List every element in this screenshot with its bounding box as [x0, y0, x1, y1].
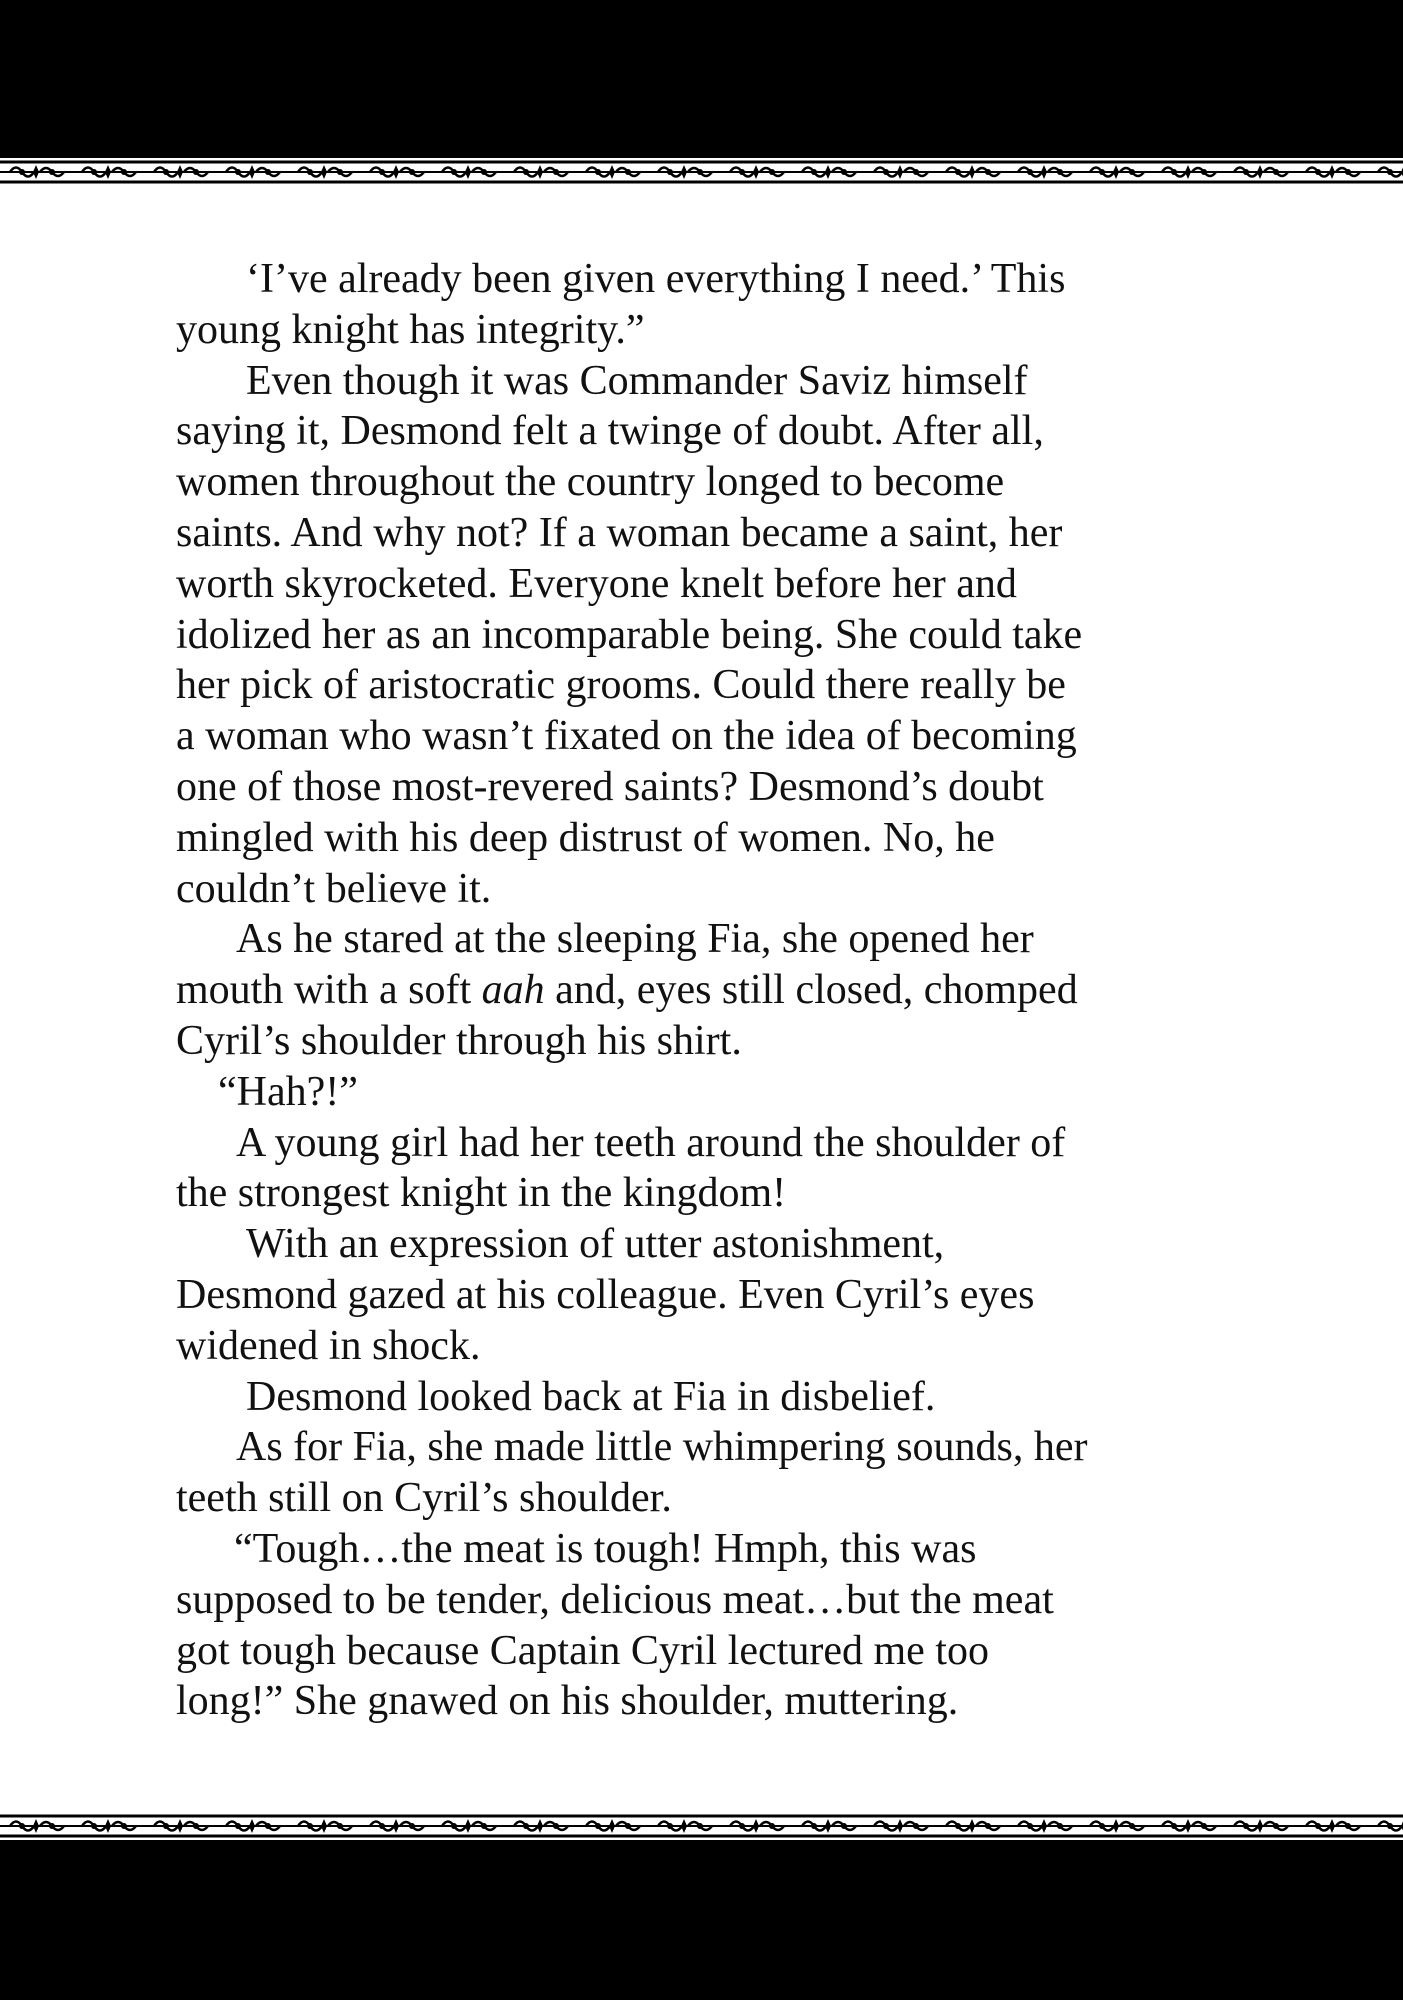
- text-line: Desmond looked back at Fia in disbelief.: [246, 1373, 936, 1420]
- text-line: the strongest knight in the kingdom!: [176, 1170, 787, 1217]
- text-line: As for Fia, she made little whimpering sounds, her: [236, 1424, 1088, 1471]
- text-line: “Hah?!”: [218, 1068, 358, 1115]
- text-line: got tough because Captain Cyril lectured me too: [176, 1627, 989, 1674]
- text-line-with-italic: [176, 965, 1226, 1016]
- top-black-band: [0, 0, 1403, 172]
- text-line: widened in shock.: [176, 1322, 481, 1369]
- text-line: saints. And why not? If a woman became a saint, her: [176, 509, 1063, 556]
- text-segment: and, eyes still closed, chomped: [544, 967, 1078, 1014]
- text-line: young knight has integrity.”: [176, 306, 645, 353]
- text-line: long!” She gnawed on his shoulder, muttering.: [176, 1678, 959, 1725]
- page-text: [176, 254, 1226, 1727]
- top-ornamental-border: [0, 158, 1403, 186]
- text-line: Desmond gazed at his colleague. Even Cyril’s eyes: [176, 1271, 1035, 1318]
- text-line: worth skyrocketed. Everyone knelt before her and: [176, 560, 1017, 607]
- bottom-black-band: [0, 1826, 1403, 2000]
- text-line: saying it, Desmond felt a twinge of doubt. After all,: [176, 408, 1044, 455]
- text-line: A young girl had her teeth around the shoulder of: [236, 1119, 1066, 1166]
- text-line: couldn’t believe it.: [176, 865, 492, 912]
- bottom-ornamental-border: [0, 1812, 1403, 1840]
- text-line: idolized her as an incomparable being. She could take: [176, 611, 1083, 658]
- text-line: women throughout the country longed to become: [176, 459, 1005, 506]
- text-line: a woman who wasn’t fixated on the idea of becoming: [176, 713, 1077, 760]
- text-line: With an expression of utter astonishment,: [246, 1221, 945, 1268]
- text-line: Cyril’s shoulder through his shirt.: [176, 1017, 742, 1064]
- text-line: mingled with his deep distrust of women. No, he: [176, 814, 995, 861]
- text-line: “Tough…the meat is tough! Hmph, this was: [234, 1525, 977, 1572]
- text-line: supposed to be tender, delicious meat…but the meat: [176, 1576, 1054, 1623]
- text-line: Even though it was Commander Saviz himself: [246, 357, 1028, 404]
- text-line: As he stared at the sleeping Fia, she opened her: [236, 916, 1034, 963]
- text-line: her pick of aristocratic grooms. Could there really be: [176, 662, 1066, 709]
- text-line: ‘I’ve already been given everything I need.’ This: [246, 256, 1066, 302]
- text-segment: mouth with a soft: [176, 967, 482, 1014]
- text-line: teeth still on Cyril’s shoulder.: [176, 1475, 672, 1522]
- text-line: one of those most-revered saints? Desmond’s doubt: [176, 763, 1044, 810]
- italic-word: aah: [481, 967, 545, 1014]
